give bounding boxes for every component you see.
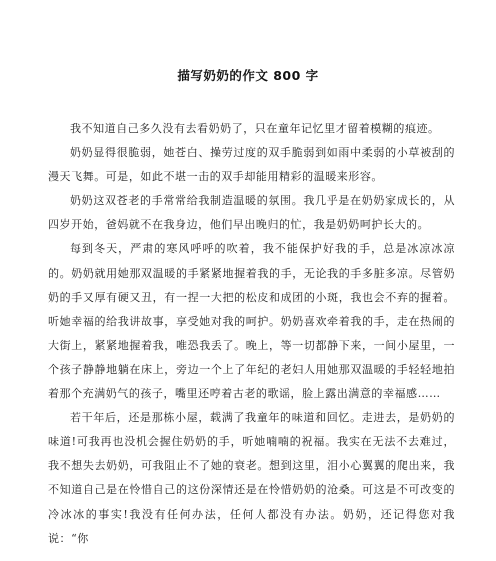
document-title: 描写奶奶的作文 800 字	[177, 68, 319, 83]
paragraph: 每到冬天，严肃的寒风呼呼的吹着，我不能保护好我的手，总是冰凉冰凉的。奶奶就用她那双温暖的手紧紧地握着我的手，无论我的手多脏多凉。尽管奶奶的手又厚有硬又丑，有一捏一大把的松皮和成团的小斑，我也会不弃的握着。听她幸福的给我讲故事，享受她对我的呵护。奶奶喜欢牵着我的手，走在热闹的大街上，紧紧地握着我，唯恐我丢了。晚上，等一切都静下来，一间小屋里，一个孩子静静地躺在床上，旁边一个上了年纪的老妇人用她那双温暖的手轻轻地拍着那个充满奶气的孩子，嘴里还哼着古老的歌谣，脸上露出满意的幸福感……	[48, 242, 455, 401]
paragraph: 奶奶显得很脆弱，她苍白、操劳过度的双手脆弱到如雨中柔弱的小草被刮的漫天飞舞。可是，如此不堪一击的双手却能用精彩的温暖来形容。	[48, 146, 455, 184]
document-body	[48, 117, 455, 551]
paragraph: 奶奶这双苍老的手常常给我制造温暖的氛围。我几乎是在奶奶家成长的，从四岁开始，爸妈就不在我身边，他们早出晚归的忙，我是奶奶呵护长大的。	[48, 194, 455, 232]
paragraph: 若干年后，还是那栋小屋，载满了我童年的味道和回忆。走进去，是奶奶的味道!可我再也没机会握住奶奶的手，听她喃喃的祝福。我实在无法不去难过，我不想失去奶奶，可我阻止不了她的衰老。想到这里，泪小心翼翼的爬出来，我不知道自己是在怜惜自己的这份深情还是在怜惜奶奶的沧桑。可这是不可改变的冷冰冰的事实!我没有任何办法，任何人都没有办法。奶奶，还记得您对我说：“你	[48, 411, 455, 545]
paragraph: 我不知道自己多久没有去看奶奶了，只在童年记忆里才留着模糊的痕迹。	[70, 122, 440, 135]
